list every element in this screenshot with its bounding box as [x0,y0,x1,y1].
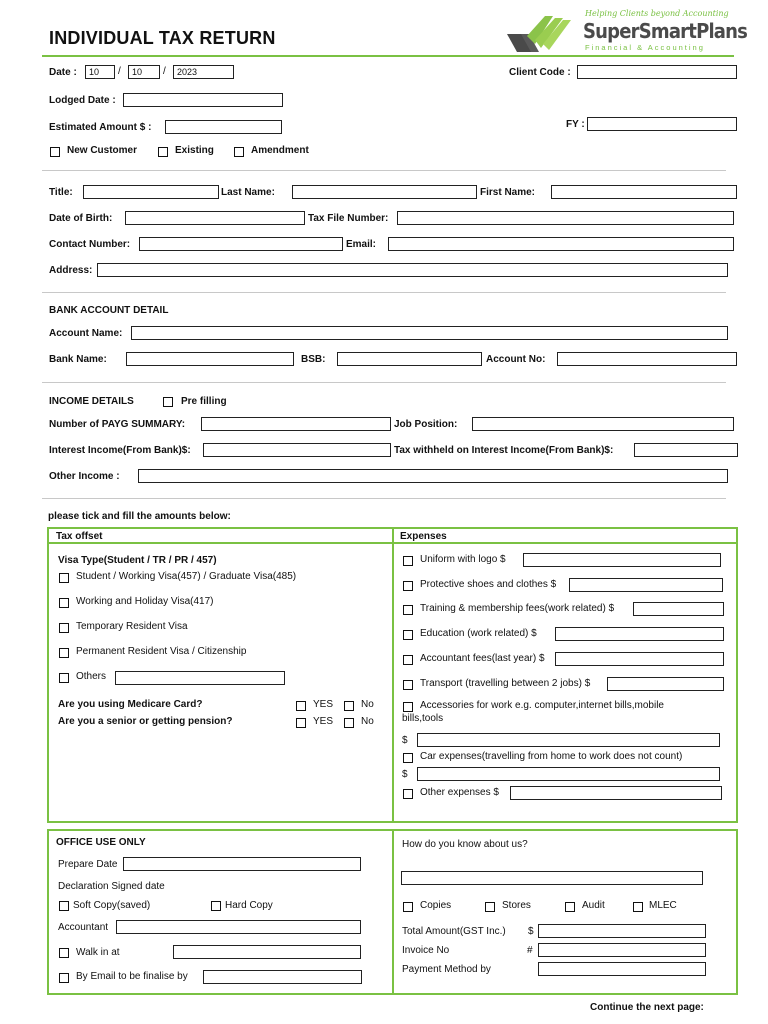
car-label: Car expenses(travelling from home to work does not count) [420,751,683,762]
logo-mark-icon [505,14,577,54]
no-label: No [361,716,374,727]
date-year-field[interactable]: 2023 [173,65,234,79]
uniform-checkbox[interactable] [403,556,413,566]
box-column-divider [392,527,394,823]
lodged-date-field[interactable] [123,93,283,107]
prepare-date-label: Prepare Date [58,859,118,870]
other-income-label: Other Income : [49,471,120,482]
tfn-field[interactable] [397,211,734,225]
date-separator: / [118,66,121,77]
shoes-checkbox[interactable] [403,581,413,591]
existing-label: Existing [175,145,214,156]
accessories-checkbox[interactable] [403,702,413,712]
accountant-fees-label: Accountant fees(last year) $ [420,653,545,664]
uniform-label: Uniform with logo $ [420,554,506,565]
by-email-field[interactable] [203,970,362,984]
contact-field[interactable] [139,237,343,251]
invoice-no-field[interactable] [538,943,706,957]
visa-others-checkbox[interactable] [59,673,69,683]
stores-label: Stores [502,900,531,911]
address-label: Address: [49,265,93,276]
visa-others-field[interactable] [115,671,285,685]
training-checkbox[interactable] [403,605,413,615]
by-email-label: By Email to be finalise by [76,971,188,982]
fy-label: FY : [566,119,585,130]
visa-option: Others [76,671,107,682]
visa-type-label: Visa Type(Student / TR / PR / 457) [58,555,217,566]
soft-copy-label: Soft Copy(saved) [73,900,151,911]
hard-copy-label: Hard Copy [225,900,273,911]
pre-filling-label: Pre filling [181,396,227,407]
training-label: Training & membership fees(work related) $ [420,603,615,614]
expenses-heading: Expenses [400,531,447,542]
divider [42,170,726,171]
office-column-divider [392,829,394,995]
medicare-yes-checkbox[interactable] [296,701,306,711]
visa-option: Permanent Resident Visa / Citizenship [76,646,247,657]
brand-name: SuperSmartPlans [583,19,748,43]
visa-temporary-checkbox[interactable] [59,623,69,633]
visa-option: Working and Holiday Visa(417) [76,596,214,607]
stores-checkbox[interactable] [485,902,495,912]
continue-text: Continue the next page: [590,1002,704,1013]
walk-in-field[interactable] [173,945,361,959]
amendment-checkbox[interactable] [234,147,244,157]
account-no-field[interactable] [557,352,737,366]
page-title: INDIVIDUAL TAX RETURN [49,28,276,48]
tax-withheld-field[interactable] [634,443,738,457]
walk-in-label: Walk in at [76,947,120,958]
dollar-sign: $ [402,769,408,780]
mlec-label: MLEC [649,900,677,911]
email-field[interactable] [388,237,734,251]
tax-withheld-label: Tax withheld on Interest Income(From Bank)$: [394,445,614,456]
walk-in-checkbox[interactable] [59,948,69,958]
first-name-field[interactable] [551,185,737,199]
uniform-field[interactable] [523,553,721,567]
brand-logo [505,8,748,54]
audit-checkbox[interactable] [565,902,575,912]
tfn-label: Tax File Number: [308,213,389,224]
senior-no-checkbox[interactable] [344,718,354,728]
education-checkbox[interactable] [403,630,413,640]
lodged-date-label: Lodged Date : [49,95,116,106]
accountant-field[interactable] [116,920,361,934]
prepare-date-field[interactable] [123,857,361,871]
shoes-label: Protective shoes and clothes $ [420,579,557,590]
total-amount-label: Total Amount(GST Inc.) [402,926,506,937]
education-field[interactable] [555,627,724,641]
job-position-label: Job Position: [394,419,458,430]
account-name-label: Account Name: [49,328,123,339]
accountant-fees-field[interactable] [555,652,724,666]
header-rule [42,55,734,57]
visa-permanent-checkbox[interactable] [59,648,69,658]
bank-name-field[interactable] [126,352,294,366]
new-customer-checkbox[interactable] [50,147,60,157]
estimated-amount-label: Estimated Amount $ : [49,122,152,133]
payment-method-field[interactable] [538,962,706,976]
by-email-checkbox[interactable] [59,973,69,983]
title-field[interactable] [83,185,219,199]
new-customer-label: New Customer [67,145,138,156]
hash-sign: # [527,945,533,956]
email-label: Email: [346,239,377,250]
dob-field[interactable] [125,211,305,225]
job-position-field[interactable] [472,417,734,431]
account-no-label: Account No: [486,354,546,365]
pre-filling-checkbox[interactable] [163,397,173,407]
date-separator: / [163,66,166,77]
other-income-field[interactable] [138,469,728,483]
mlec-checkbox[interactable] [633,902,643,912]
accessories-label-cont: bills,tools [402,713,444,724]
car-field[interactable] [417,767,720,781]
bank-name-label: Bank Name: [49,354,107,365]
car-checkbox[interactable] [403,753,413,763]
date-day-field[interactable]: 10 [85,65,115,79]
payg-field[interactable] [201,417,391,431]
client-code-field[interactable] [577,65,737,79]
medicare-no-checkbox[interactable] [344,701,354,711]
first-name-label: First Name: [480,187,536,198]
estimated-amount-field[interactable] [165,120,282,134]
no-label: No [361,699,374,710]
contact-label: Contact Number: [49,239,131,250]
copies-label: Copies [420,900,452,911]
bank-heading: BANK ACCOUNT DETAIL [49,305,169,316]
accountant-label: Accountant [58,922,109,933]
yes-label: YES [313,716,334,727]
tax-offset-heading: Tax offset [56,531,103,542]
transport-checkbox[interactable] [403,680,413,690]
dollar-sign: $ [402,735,408,746]
other-expenses-field[interactable] [510,786,722,800]
payment-method-label: Payment Method by [402,964,491,975]
senior-yes-checkbox[interactable] [296,718,306,728]
copies-checkbox[interactable] [403,902,413,912]
payg-label: Number of PAYG SUMMARY: [49,419,186,430]
how-know-field[interactable] [401,871,703,885]
income-heading: INCOME DETAILS [49,396,134,407]
divider [42,292,726,293]
shoes-field[interactable] [569,578,723,592]
visa-student-checkbox[interactable] [59,573,69,583]
title-label: Title: [49,187,73,198]
education-label: Education (work related) $ [420,628,537,639]
interest-income-field[interactable] [203,443,391,457]
office-heading: OFFICE USE ONLY [56,837,146,848]
audit-label: Audit [582,900,605,911]
senior-question: Are you a senior or getting pension? [58,716,233,727]
invoice-no-label: Invoice No [402,945,450,956]
brand-tagline: Helping Clients beyond Accounting [585,9,729,18]
declaration-label: Declaration Signed date [58,881,165,892]
brand-sub: Financial & Accounting [585,43,705,52]
accessories-label: Accessories for work e.g. computer,internet bills,mobile [420,700,664,711]
yes-label: YES [313,699,334,710]
other-expenses-label: Other expenses $ [420,787,499,798]
instructions-text: please tick and fill the amounts below: [48,511,231,522]
dollar-sign: $ [528,926,534,937]
date-label: Date : [49,67,77,78]
transport-label: Transport (travelling between 2 jobs) $ [420,678,591,689]
bsb-label: BSB: [301,354,326,365]
client-code-label: Client Code : [509,67,571,78]
accountant-fees-checkbox[interactable] [403,655,413,665]
bsb-field[interactable] [337,352,482,366]
accessories-field[interactable] [417,733,720,747]
soft-copy-checkbox[interactable] [59,901,69,911]
account-name-field[interactable] [131,326,728,340]
existing-checkbox[interactable] [158,147,168,157]
address-field[interactable] [97,263,728,277]
visa-option: Temporary Resident Visa [76,621,188,632]
other-expenses-checkbox[interactable] [403,789,413,799]
total-amount-field[interactable] [538,924,706,938]
visa-option: Student / Working Visa(457) / Graduate Visa(485) [76,571,297,582]
divider [42,498,726,499]
hard-copy-checkbox[interactable] [211,901,221,911]
training-field[interactable] [633,602,724,616]
last-name-label: Last Name: [221,187,275,198]
dob-label: Date of Birth: [49,213,113,224]
visa-working-holiday-checkbox[interactable] [59,598,69,608]
last-name-field[interactable] [292,185,477,199]
how-know-label: How do you know about us? [402,839,528,850]
date-month-field[interactable]: 10 [128,65,160,79]
amendment-label: Amendment [251,145,309,156]
fy-field[interactable] [587,117,737,131]
medicare-question: Are you using Medicare Card? [58,699,203,710]
interest-income-label: Interest Income(From Bank)$: [49,445,191,456]
divider [42,382,726,383]
transport-field[interactable] [607,677,724,691]
